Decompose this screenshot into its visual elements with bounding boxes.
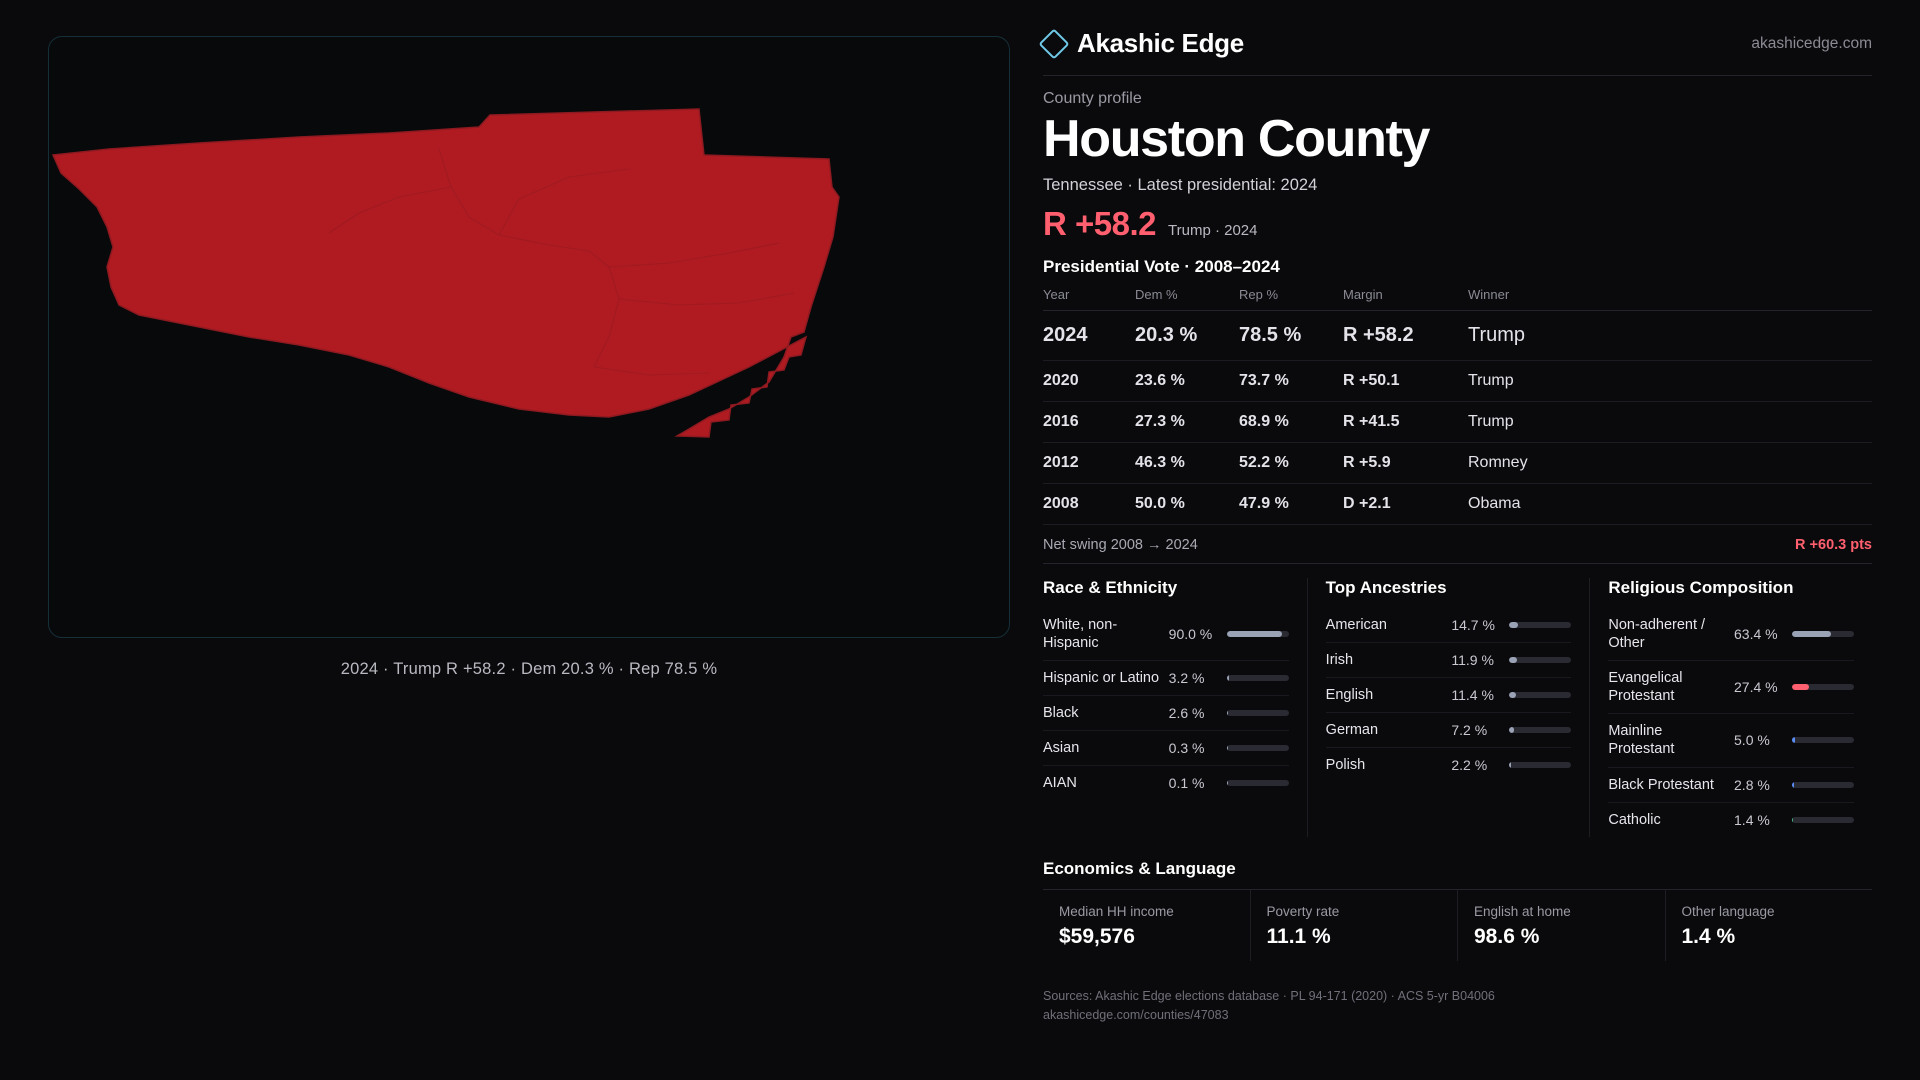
- demographic-bar: [1227, 745, 1289, 751]
- demographic-value: 90.0 %: [1168, 625, 1213, 642]
- map-caption: 2024 · Trump R +58.2 · Dem 20.3 % · Rep 78.5 %: [340, 660, 718, 678]
- demographic-bar: [1792, 631, 1854, 637]
- demographic-value: 27.4 %: [1734, 679, 1778, 696]
- cell-year: 2012: [1043, 442, 1135, 483]
- sources-line: Sources: Akashic Edge elections database · PL 94-171 (2020) · ACS 5-yr B04006: [1043, 988, 1495, 1003]
- demographic-bar: [1509, 762, 1571, 768]
- economics-value: 1.4 %: [1681, 924, 1736, 948]
- demographic-column-title: Religious Composition: [1608, 577, 1794, 597]
- demographic-bar-fill: [1509, 657, 1516, 663]
- demographic-label: English: [1325, 687, 1374, 704]
- demographic-label: Mainline Protestant: [1608, 723, 1675, 758]
- list-item: [1326, 678, 1572, 713]
- demographic-bar: [1509, 622, 1571, 628]
- demographic-bar-fill: [1227, 780, 1228, 786]
- demographic-bar: [1509, 657, 1571, 663]
- list-item: [1326, 713, 1572, 748]
- cell-margin: R +58.2: [1343, 310, 1468, 360]
- economics-label: Other language: [1681, 903, 1775, 919]
- demographic-label: Hispanic or Latino: [1043, 670, 1160, 687]
- net-swing-value: R +60.3 pts: [1795, 536, 1872, 553]
- cell-margin: D +2.1: [1343, 483, 1468, 524]
- demographic-bar-fill: [1227, 675, 1229, 681]
- demographic-bar-fill: [1792, 737, 1795, 743]
- cell-dem: 46.3 %: [1135, 442, 1239, 483]
- cell-year: 2024: [1043, 310, 1135, 360]
- demographic-bar-fill: [1792, 817, 1793, 823]
- demographic-label: AIAN: [1043, 775, 1077, 792]
- headline-margin-detail: Trump · 2024: [1168, 221, 1258, 239]
- list-item: [1326, 748, 1572, 782]
- demographic-bar: [1509, 727, 1571, 733]
- demographic-bar-fill: [1509, 622, 1518, 628]
- cell-year: 2020: [1043, 360, 1135, 401]
- table-row: [1043, 483, 1872, 524]
- demographic-bar: [1792, 737, 1854, 743]
- brand-name: Akashic Edge: [1077, 28, 1244, 58]
- cell-winner: Obama: [1468, 483, 1872, 524]
- demographic-value: 2.6 %: [1168, 705, 1205, 722]
- economics-grid: [1043, 889, 1872, 961]
- demographic-label: White, non-Hispanic: [1043, 616, 1118, 651]
- cell-rep: 47.9 %: [1239, 483, 1343, 524]
- demographic-value: 11.9 %: [1451, 651, 1494, 668]
- economics-label: Poverty rate: [1266, 903, 1340, 919]
- demographic-value: 7.2 %: [1451, 722, 1488, 739]
- economics-cell: [1457, 890, 1665, 961]
- county-polygon[interactable]: [53, 109, 839, 437]
- brand-url[interactable]: akashicedge.com: [1751, 34, 1872, 52]
- results-table-body: [1043, 310, 1872, 524]
- cell-winner: Trump: [1468, 310, 1872, 360]
- cell-rep: 52.2 %: [1239, 442, 1343, 483]
- demographic-value: 0.1 %: [1168, 775, 1205, 792]
- list-item: [1043, 661, 1289, 696]
- list-item: [1043, 731, 1289, 766]
- net-swing-label: Net swing 2008 → 2024: [1043, 536, 1198, 553]
- table-row: [1043, 401, 1872, 442]
- demographic-label: Irish: [1325, 651, 1354, 668]
- list-item: [1608, 714, 1854, 767]
- table-header-row: [1043, 287, 1872, 311]
- cell-margin: R +5.9: [1343, 442, 1468, 483]
- demographic-bar-fill: [1509, 762, 1510, 768]
- cell-rep: 73.7 %: [1239, 360, 1343, 401]
- demographic-bar: [1227, 675, 1289, 681]
- demographic-bar: [1792, 782, 1854, 788]
- demographic-column-title: Race & Ethnicity: [1043, 577, 1178, 597]
- demographic-bar: [1792, 684, 1854, 690]
- list-item: [1043, 696, 1289, 731]
- demographic-bar: [1227, 710, 1289, 716]
- demographic-column: [1589, 578, 1872, 837]
- demographic-bar-fill: [1227, 710, 1229, 716]
- demographics-grid: [1043, 578, 1872, 837]
- economics-cell: [1043, 890, 1250, 961]
- economics-value: 11.1 %: [1266, 924, 1331, 948]
- demographic-label: Black: [1043, 705, 1079, 722]
- table-row: [1043, 310, 1872, 360]
- cell-margin: R +41.5: [1343, 401, 1468, 442]
- cell-winner: Trump: [1468, 360, 1872, 401]
- demographic-value: 5.0 %: [1734, 732, 1770, 749]
- cell-year: 2008: [1043, 483, 1135, 524]
- demographic-value: 14.7 %: [1451, 616, 1495, 633]
- cell-dem: 50.0 %: [1135, 483, 1239, 524]
- permalink-line[interactable]: akashicedge.com/counties/47083: [1043, 1007, 1229, 1022]
- brand-header: [1043, 28, 1872, 76]
- state-and-latest-line: Tennessee · Latest presidential: 2024: [1043, 175, 1318, 194]
- cell-margin: R +50.1: [1343, 360, 1468, 401]
- demographic-bar-fill: [1792, 684, 1809, 690]
- demographic-value: 0.3 %: [1168, 740, 1205, 757]
- map-frame[interactable]: [48, 36, 1010, 638]
- demographic-value: 63.4 %: [1734, 625, 1778, 642]
- economics-label: Median HH income: [1059, 903, 1174, 919]
- brand-left: [1043, 28, 1244, 59]
- list-item: [1608, 608, 1854, 661]
- col-year: Year: [1043, 287, 1135, 311]
- demographic-bar-fill: [1792, 782, 1794, 788]
- demographic-label: Catholic: [1608, 811, 1661, 828]
- cell-year: 2016: [1043, 401, 1135, 442]
- list-item: [1326, 608, 1572, 643]
- list-item: [1326, 643, 1572, 678]
- demographic-label: Black Protestant: [1608, 776, 1714, 793]
- cell-rep: 68.9 %: [1239, 401, 1343, 442]
- demographic-bar-fill: [1509, 727, 1513, 733]
- demographic-value: 2.8 %: [1734, 776, 1770, 793]
- page-title: Houston County: [1043, 110, 1430, 168]
- net-swing-row: [1043, 525, 1872, 564]
- headline-margin-value: R +58.2: [1043, 204, 1156, 242]
- cell-dem: 23.6 %: [1135, 360, 1239, 401]
- demographic-column: [1043, 578, 1307, 837]
- demographic-column: [1307, 578, 1590, 837]
- economics-value: 98.6 %: [1474, 924, 1540, 948]
- presidential-results-table: [1043, 287, 1872, 525]
- col-winner: Winner: [1468, 287, 1872, 311]
- cell-dem: 20.3 %: [1135, 310, 1239, 360]
- col-dem: Dem %: [1135, 287, 1239, 311]
- demographic-bar: [1792, 817, 1854, 823]
- list-item: [1608, 803, 1854, 837]
- demographic-bar-fill: [1792, 631, 1831, 637]
- demographic-column-title: Top Ancestries: [1325, 577, 1447, 597]
- county-shape-map[interactable]: [49, 37, 1010, 638]
- headline-margin: [1043, 205, 1872, 243]
- list-item: [1608, 661, 1854, 714]
- economics-label: English at home: [1474, 903, 1571, 919]
- economics-cell: [1665, 890, 1873, 961]
- economics-section-title: Economics & Language: [1043, 858, 1236, 878]
- list-item: [1608, 768, 1854, 803]
- economics-cell: [1250, 890, 1458, 961]
- footer-sources: [1043, 987, 1872, 1025]
- demographic-label: Non-adherent / Other: [1608, 616, 1706, 651]
- demographic-value: 1.4 %: [1734, 811, 1770, 828]
- list-item: [1043, 608, 1289, 661]
- cell-winner: Romney: [1468, 442, 1872, 483]
- table-row: [1043, 442, 1872, 483]
- demographic-bar-fill: [1509, 692, 1516, 698]
- demographic-value: 3.2 %: [1168, 670, 1205, 687]
- demographic-bar-fill: [1227, 631, 1283, 637]
- cell-rep: 78.5 %: [1239, 310, 1343, 360]
- economics-value: $59,576: [1059, 924, 1135, 948]
- list-item: [1043, 766, 1289, 800]
- demographic-value: 2.2 %: [1451, 757, 1488, 774]
- report-panel: [1043, 0, 1920, 1080]
- results-section-title: Presidential Vote · 2008–2024: [1043, 256, 1280, 276]
- page-kicker: County profile: [1043, 90, 1142, 107]
- col-rep: Rep %: [1239, 287, 1343, 311]
- demographic-bar: [1227, 631, 1289, 637]
- demographic-label: Evangelical Protestant: [1608, 670, 1683, 705]
- diamond-icon: [1038, 28, 1069, 59]
- demographic-value: 11.4 %: [1451, 687, 1494, 704]
- table-row: [1043, 360, 1872, 401]
- demographic-bar-fill: [1227, 745, 1228, 751]
- col-margin: Margin: [1343, 287, 1468, 311]
- cell-dem: 27.3 %: [1135, 401, 1239, 442]
- demographic-label: Asian: [1043, 740, 1080, 757]
- cell-winner: Trump: [1468, 401, 1872, 442]
- demographic-label: German: [1325, 722, 1379, 739]
- demographic-bar: [1227, 780, 1289, 786]
- demographic-bar: [1509, 692, 1571, 698]
- demographic-label: American: [1325, 616, 1387, 633]
- demographic-label: Polish: [1325, 757, 1366, 774]
